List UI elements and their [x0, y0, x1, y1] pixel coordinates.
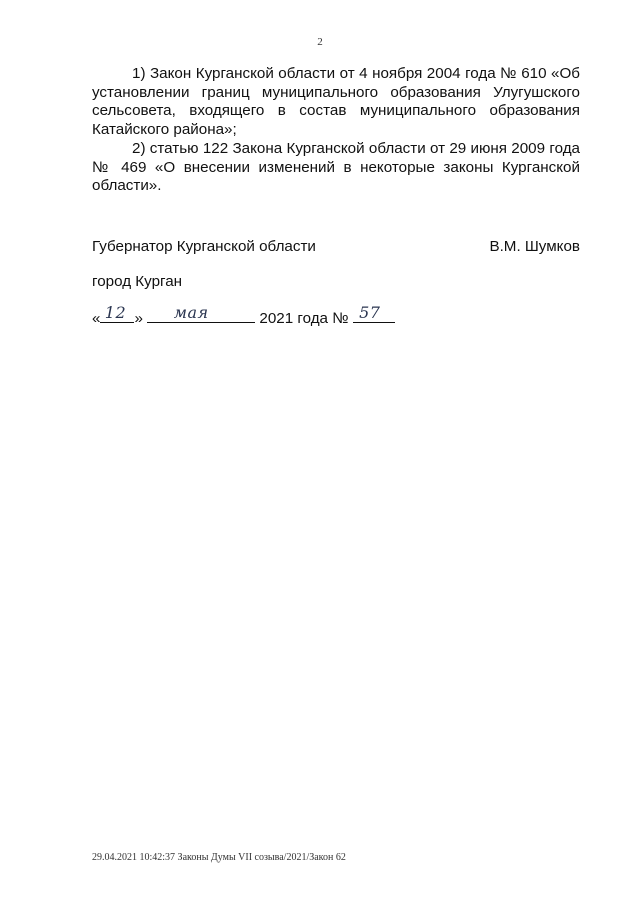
signature-title: Губернатор Курганской области: [92, 238, 316, 255]
date-line: [92, 302, 395, 329]
date-close-quote: »: [134, 310, 143, 327]
number-blank: [353, 302, 395, 323]
page-number: 2: [317, 36, 323, 48]
signature-row: [92, 238, 580, 257]
handwritten-number: 57: [359, 302, 381, 322]
handwritten-day: 12: [104, 302, 127, 322]
year-text: 2021 года №: [259, 310, 349, 327]
handwritten-month: мая: [173, 302, 209, 322]
date-open-quote: «: [92, 310, 101, 327]
paragraph-item-1: 1) Закон Курганской области от 4 ноября 2004 года № 610 «Об установлении границ муниципального образования Улугушского сельсовета, входящего в состав муниципального образования Катайского района»;: [92, 65, 580, 138]
paragraph-item-2: 2) статью 122 Закона Курганской области от 29 июня 2009 года № 469 «О внесении изменений в некоторые законы Курганской области».: [92, 140, 580, 194]
month-blank: [147, 302, 255, 323]
signature-name: В.М. Шумков: [489, 238, 580, 255]
city-line: город Курган: [92, 273, 183, 290]
footer-stamp: 29.04.2021 10:42:37 Законы Думы VII созыва/2021/Закон 62: [92, 852, 346, 863]
